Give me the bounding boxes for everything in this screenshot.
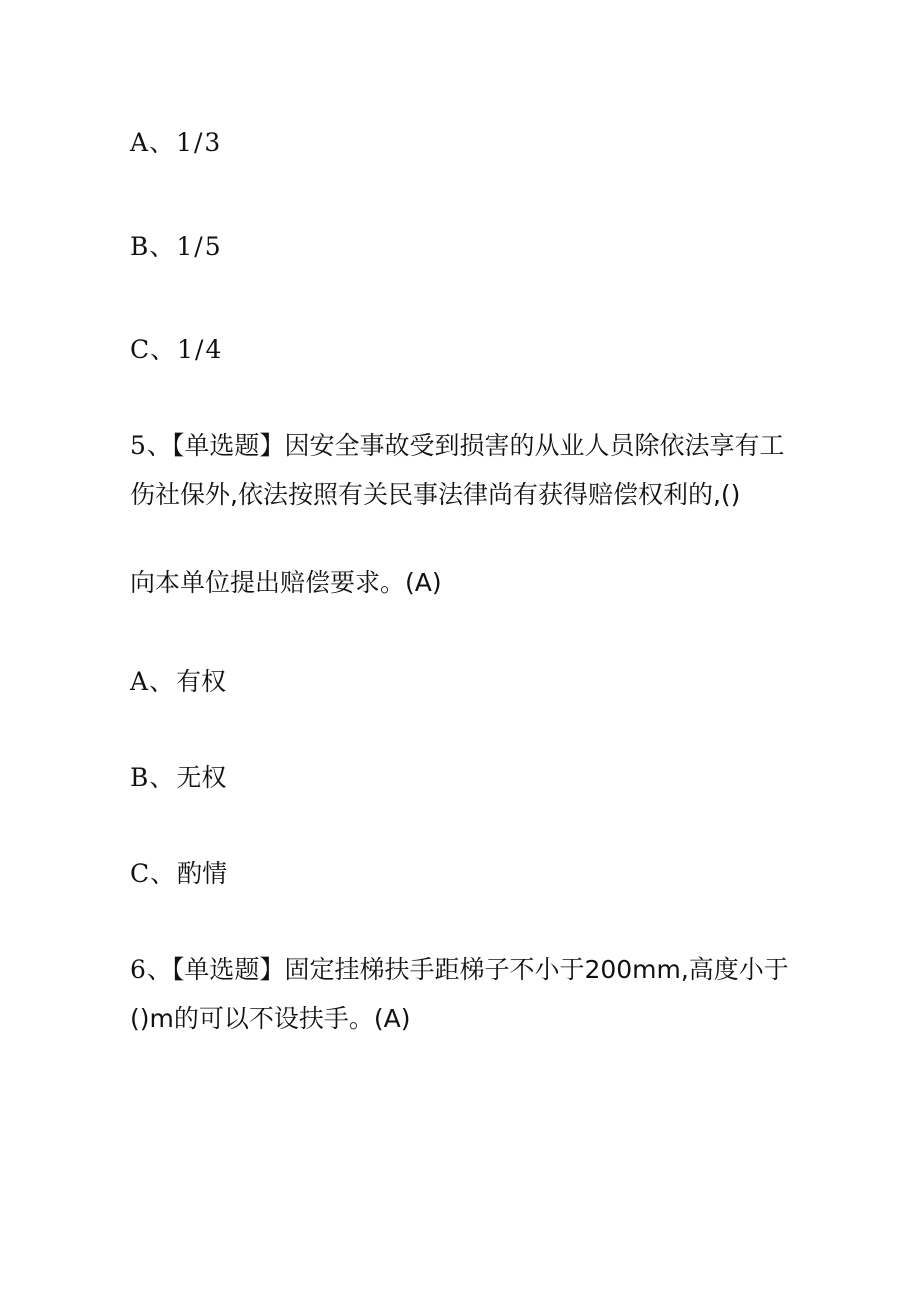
question-type: 【单选题】	[171, 955, 285, 984]
option-a	[130, 126, 222, 160]
option-separator: 、	[150, 859, 176, 888]
option-separator: 、	[149, 128, 175, 157]
option-c	[130, 857, 227, 891]
option-b	[130, 230, 223, 264]
option-key: A	[130, 128, 150, 157]
option-text: 1/4	[177, 335, 224, 364]
option-key: C	[130, 859, 151, 888]
option-key: B	[130, 763, 150, 792]
option-text: 酌情	[177, 859, 228, 888]
question-text: 因安全事故受到损害的从业人员除依法享有工	[284, 431, 785, 460]
option-text: 1/3	[176, 128, 223, 157]
question-5-line-1	[130, 429, 784, 463]
question-text: 伤社保外,依法按照有关民事法律尚有获得赔偿权利的,()	[130, 480, 741, 509]
question-text: 向本单位提出赔偿要求。(A)	[130, 568, 442, 597]
question-separator: 、	[146, 431, 172, 460]
question-number: 6	[130, 955, 147, 984]
option-key: C	[130, 335, 151, 364]
question-5-line-2	[130, 478, 740, 512]
option-text: 无权	[176, 763, 227, 792]
question-text: 固定挂梯扶手距梯子不小于200mm,高度小于	[284, 955, 789, 984]
option-key: A	[130, 667, 150, 696]
question-6-line-2	[130, 1002, 410, 1036]
question-6-line-1	[130, 953, 789, 987]
option-a	[130, 665, 226, 699]
question-type: 【单选题】	[171, 431, 285, 460]
option-separator: 、	[149, 667, 175, 696]
option-b	[130, 761, 226, 795]
question-number: 5	[130, 431, 147, 460]
option-text: 有权	[176, 667, 227, 696]
question-5-line-3	[130, 566, 442, 600]
option-c	[130, 333, 223, 367]
option-key: B	[130, 232, 150, 261]
question-separator: 、	[146, 955, 172, 984]
question-text: ()m的可以不设扶手。(A)	[130, 1004, 411, 1033]
option-separator: 、	[149, 763, 175, 792]
option-separator: 、	[149, 232, 175, 261]
option-separator: 、	[150, 335, 176, 364]
option-text: 1/5	[176, 232, 223, 261]
